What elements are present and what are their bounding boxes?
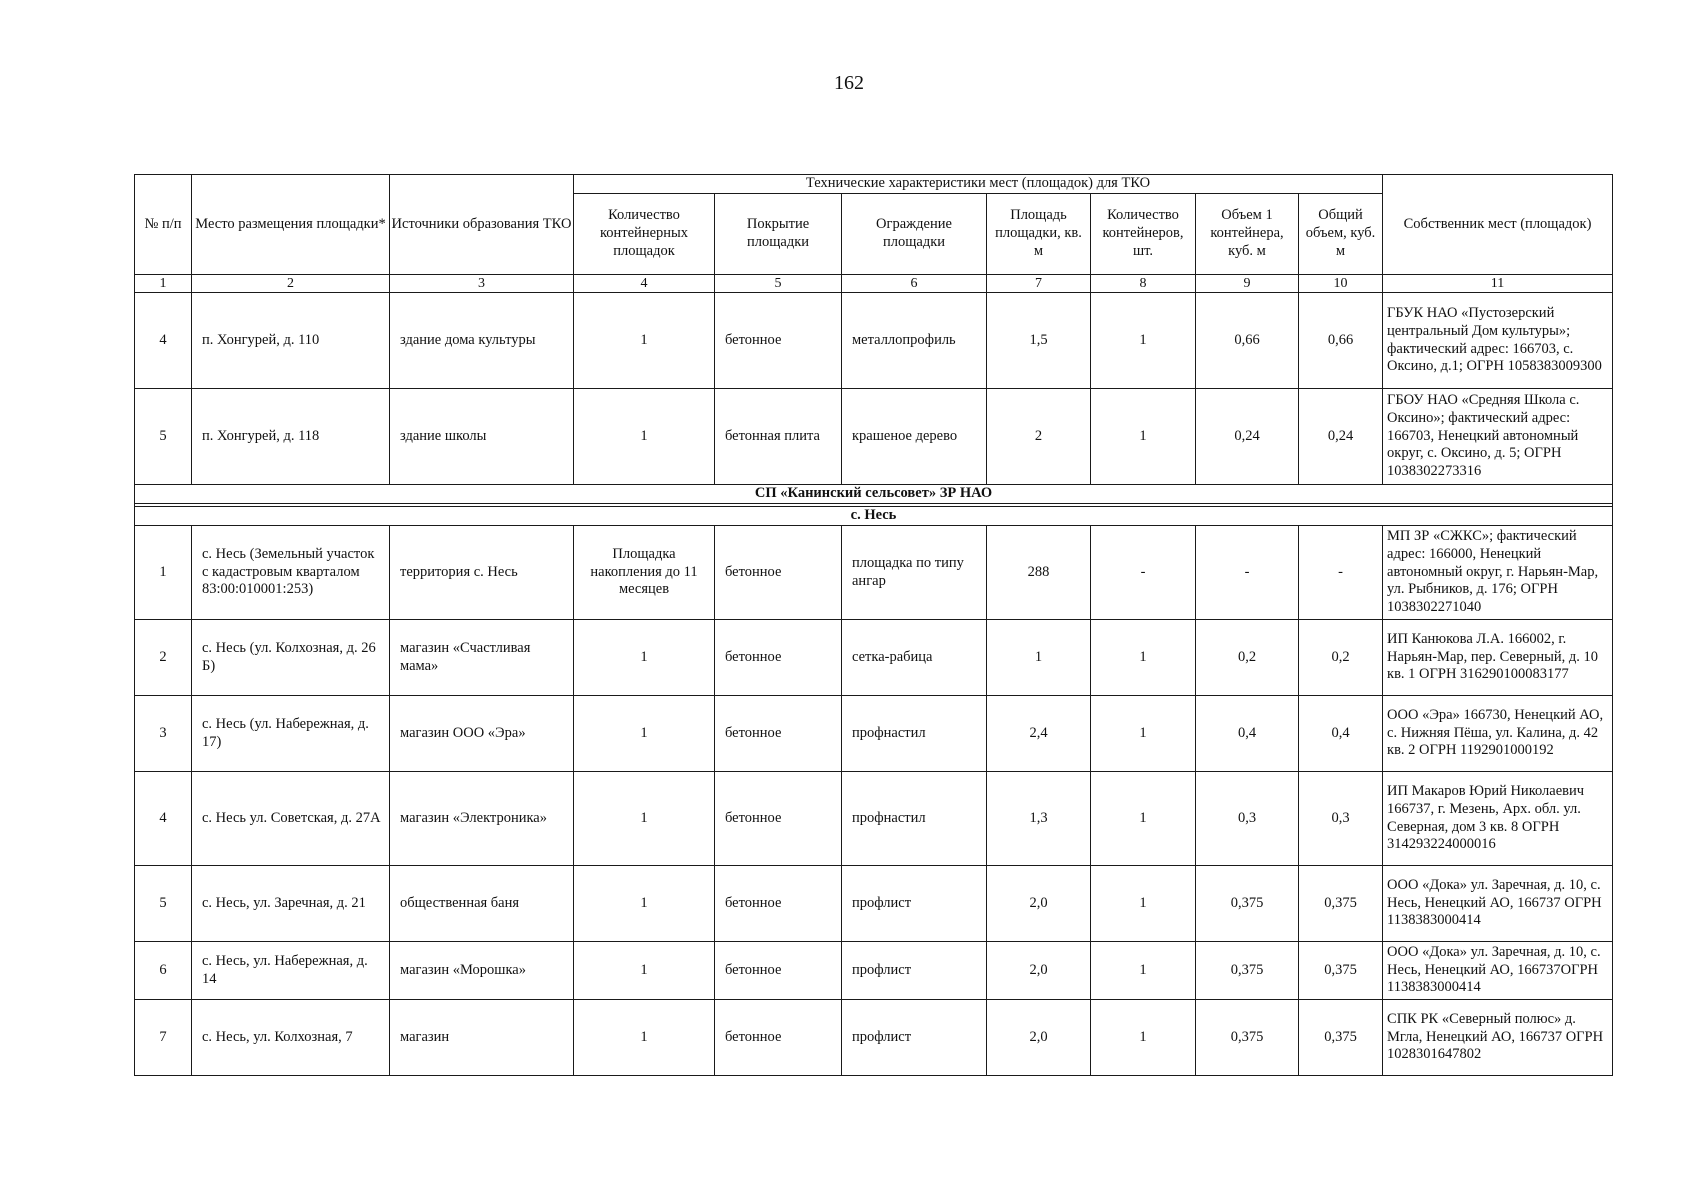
count-cell: 1 — [574, 696, 715, 772]
table-row — [135, 389, 1613, 485]
fence-cell: профнастил — [842, 772, 987, 866]
count-cell: 1 — [574, 866, 715, 942]
row-number: 1 — [135, 526, 192, 620]
area-cell: 1,5 — [987, 293, 1091, 389]
fence-cell: сетка-рабица — [842, 620, 987, 696]
section-title: СП «Канинский сельсовет» ЗР НАО — [135, 485, 1613, 504]
surface-cell: бетонное — [715, 772, 842, 866]
containers-cell: 1 — [1091, 866, 1196, 942]
count-cell: 1 — [574, 389, 715, 485]
source-cell: магазин — [390, 1000, 574, 1076]
row-number: 4 — [135, 772, 192, 866]
volume-one-cell: 0,24 — [1196, 389, 1299, 485]
column-number: 10 — [1299, 275, 1383, 293]
count-cell: 1 — [574, 293, 715, 389]
table-row — [135, 620, 1613, 696]
volume-one-cell: 0,3 — [1196, 772, 1299, 866]
column-number: 6 — [842, 275, 987, 293]
fence-cell: металлопрофиль — [842, 293, 987, 389]
area-cell: 2,0 — [987, 866, 1091, 942]
source-cell: здание школы — [390, 389, 574, 485]
surface-cell: бетонное — [715, 696, 842, 772]
header-col-surface: Покрытие площадки — [715, 194, 842, 275]
table-row — [135, 293, 1613, 389]
table-row — [135, 1000, 1613, 1076]
place-cell: п. Хонгурей, д. 110 — [192, 293, 390, 389]
containers-cell: 1 — [1091, 620, 1196, 696]
header-col-volume-one: Объем 1 контейнера, куб. м — [1196, 194, 1299, 275]
row-number: 7 — [135, 1000, 192, 1076]
surface-cell: бетонная плита — [715, 389, 842, 485]
area-cell: 1,3 — [987, 772, 1091, 866]
column-number: 2 — [192, 275, 390, 293]
area-cell: 2,0 — [987, 942, 1091, 1000]
owner-cell: ООО «Эра» 166730, Ненецкий АО, с. Нижняя Пёша, ул. Калина, д. 42 кв. 2 ОГРН 1192901000192 — [1383, 696, 1613, 772]
source-cell: магазин «Счастливая мама» — [390, 620, 574, 696]
count-cell: 1 — [574, 620, 715, 696]
header-col-owner: Собственник мест (площадок) — [1383, 175, 1613, 275]
table-row — [135, 866, 1613, 942]
source-cell: территория с. Несь — [390, 526, 574, 620]
surface-cell: бетонное — [715, 293, 842, 389]
owner-cell: СПК РК «Северный полюс» д. Мгла, Ненецкий АО, 166737 ОГРН 1028301647802 — [1383, 1000, 1613, 1076]
containers-cell: 1 — [1091, 942, 1196, 1000]
column-numbers-row — [135, 275, 1613, 293]
fence-cell: площадка по типу ангар — [842, 526, 987, 620]
volume-total-cell: 0,375 — [1299, 942, 1383, 1000]
source-cell: магазин ООО «Эра» — [390, 696, 574, 772]
table-row — [135, 696, 1613, 772]
volume-total-cell: 0,24 — [1299, 389, 1383, 485]
containers-cell: 1 — [1091, 772, 1196, 866]
count-cell: Площадка накопления до 11 месяцев — [574, 526, 715, 620]
volume-total-cell: 0,3 — [1299, 772, 1383, 866]
volume-total-cell: 0,375 — [1299, 866, 1383, 942]
surface-cell: бетонное — [715, 1000, 842, 1076]
header-col-volume-total: Общий объем, куб. м — [1299, 194, 1383, 275]
column-number: 8 — [1091, 275, 1196, 293]
area-cell: 2 — [987, 389, 1091, 485]
area-cell: 2,4 — [987, 696, 1091, 772]
place-cell: с. Несь (ул. Колхозная, д. 26 Б) — [192, 620, 390, 696]
row-number: 4 — [135, 293, 192, 389]
volume-total-cell: 0,4 — [1299, 696, 1383, 772]
area-cell: 2,0 — [987, 1000, 1091, 1076]
place-cell: с. Несь, ул. Колхозная, 7 — [192, 1000, 390, 1076]
header-group-tech: Технические характеристики мест (площадок) для ТКО — [574, 175, 1383, 194]
column-number: 3 — [390, 275, 574, 293]
place-cell: с. Несь (ул. Набережная, д. 17) — [192, 696, 390, 772]
volume-total-cell: 0,2 — [1299, 620, 1383, 696]
header-col-number: № п/п — [135, 175, 192, 275]
fence-cell: профлист — [842, 866, 987, 942]
header-col-place: Место размещения площадки* — [192, 175, 390, 275]
place-cell: с. Несь ул. Советская, д. 27А — [192, 772, 390, 866]
row-number: 5 — [135, 389, 192, 485]
section-header — [135, 485, 1613, 526]
fence-cell: профлист — [842, 1000, 987, 1076]
column-number: 11 — [1383, 275, 1613, 293]
column-number: 7 — [987, 275, 1091, 293]
surface-cell: бетонное — [715, 942, 842, 1000]
place-cell: с. Несь, ул. Заречная, д. 21 — [192, 866, 390, 942]
volume-total-cell: - — [1299, 526, 1383, 620]
section-title-row — [135, 485, 1613, 504]
count-cell: 1 — [574, 942, 715, 1000]
volume-one-cell: 0,4 — [1196, 696, 1299, 772]
volume-one-cell: - — [1196, 526, 1299, 620]
place-cell: с. Несь (Земельный участок с кадастровым кварталом 83:00:010001:253) — [192, 526, 390, 620]
row-number: 2 — [135, 620, 192, 696]
containers-cell: 1 — [1091, 1000, 1196, 1076]
page-number: 162 — [834, 72, 864, 94]
header-col-area: Площадь площадки, кв. м — [987, 194, 1091, 275]
containers-cell: 1 — [1091, 696, 1196, 772]
column-number: 9 — [1196, 275, 1299, 293]
source-cell: общественная баня — [390, 866, 574, 942]
volume-one-cell: 0,66 — [1196, 293, 1299, 389]
source-cell: магазин «Морошка» — [390, 942, 574, 1000]
place-cell: п. Хонгурей, д. 118 — [192, 389, 390, 485]
table-row — [135, 942, 1613, 1000]
row-number: 6 — [135, 942, 192, 1000]
header-col-count: Количество контейнерных площадок — [574, 194, 715, 275]
containers-cell: - — [1091, 526, 1196, 620]
surface-cell: бетонное — [715, 526, 842, 620]
header-col-source: Источники образования ТКО — [390, 175, 574, 275]
source-cell: магазин «Электроника» — [390, 772, 574, 866]
surface-cell: бетонное — [715, 866, 842, 942]
owner-cell: ИП Канюкова Л.А. 166002, г. Нарьян-Мар, пер. Северный, д. 10 кв. 1 ОГРН 316290100083177 — [1383, 620, 1613, 696]
place-cell: с. Несь, ул. Набережная, д. 14 — [192, 942, 390, 1000]
header-row-top — [135, 175, 1613, 194]
fence-cell: профлист — [842, 942, 987, 1000]
table-row — [135, 772, 1613, 866]
table-row — [135, 526, 1613, 620]
area-cell: 1 — [987, 620, 1091, 696]
volume-one-cell: 0,375 — [1196, 942, 1299, 1000]
area-cell: 288 — [987, 526, 1091, 620]
column-number: 4 — [574, 275, 715, 293]
containers-cell: 1 — [1091, 293, 1196, 389]
row-number: 5 — [135, 866, 192, 942]
waste-sites-table — [134, 174, 1613, 1076]
volume-one-cell: 0,375 — [1196, 866, 1299, 942]
source-cell: здание дома культуры — [390, 293, 574, 389]
subsection-title-row — [135, 507, 1613, 526]
fence-cell: крашеное дерево — [842, 389, 987, 485]
volume-total-cell: 0,66 — [1299, 293, 1383, 389]
count-cell: 1 — [574, 772, 715, 866]
subsection-title: с. Несь — [135, 507, 1613, 526]
fence-cell: профнастил — [842, 696, 987, 772]
row-number: 3 — [135, 696, 192, 772]
owner-cell: ИП Макаров Юрий Николаевич 166737, г. Мезень, Арх. обл. ул. Северная, дом 3 кв. 8 ОГРН 314293224000016 — [1383, 772, 1613, 866]
surface-cell: бетонное — [715, 620, 842, 696]
owner-cell: ООО «Дока» ул. Заречная, д. 10, с. Несь, Ненецкий АО, 166737ОГРН 1138383000414 — [1383, 942, 1613, 1000]
table-body-before — [135, 293, 1613, 485]
header-col-containers: Количество контейнеров, шт. — [1091, 194, 1196, 275]
count-cell: 1 — [574, 1000, 715, 1076]
column-number: 1 — [135, 275, 192, 293]
owner-cell: МП ЗР «СЖКС»; фактический адрес: 166000, Ненецкий автономный округ, г. Нарьян-Мар, ул. Рыбников, д. 176; ОГРН 1038302271040 — [1383, 526, 1613, 620]
volume-one-cell: 0,375 — [1196, 1000, 1299, 1076]
owner-cell: ГБОУ НАО «Средняя Школа с. Оксино»; фактический адрес: 166703, Ненецкий автономный округ, с. Оксино, д. 5; ОГРН 1038302273316 — [1383, 389, 1613, 485]
containers-cell: 1 — [1091, 389, 1196, 485]
header-col-fence: Ограждение площадки — [842, 194, 987, 275]
volume-one-cell: 0,2 — [1196, 620, 1299, 696]
column-number: 5 — [715, 275, 842, 293]
owner-cell: ООО «Дока» ул. Заречная, д. 10, с. Несь, Ненецкий АО, 166737 ОГРН 1138383000414 — [1383, 866, 1613, 942]
owner-cell: ГБУК НАО «Пустозерский центральный Дом культуры»; фактический адрес: 166703, с. Оксино, д.1; ОГРН 1058383009300 — [1383, 293, 1613, 389]
volume-total-cell: 0,375 — [1299, 1000, 1383, 1076]
table-body-after — [135, 526, 1613, 1076]
